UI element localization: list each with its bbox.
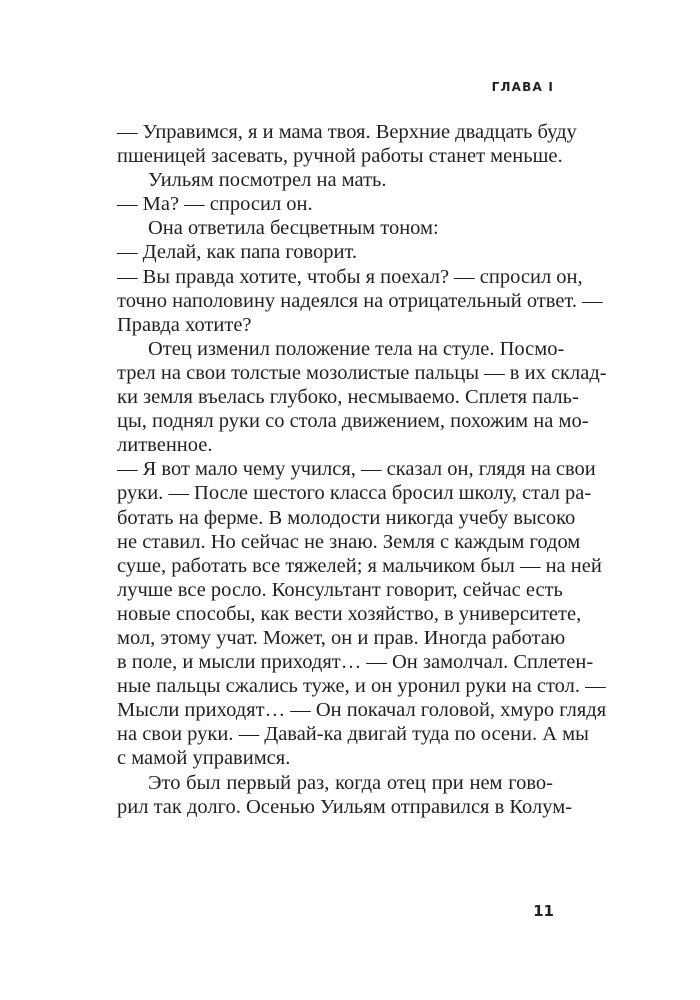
text-line: пшеницей засевать, ручной работы станет меньше. — [117, 145, 563, 168]
text-line: — Делай, как папа говорит. — [117, 241, 358, 264]
text-line: Уильям посмотрел на мать. — [148, 169, 387, 192]
text-line: лучше все росло. Консультант говорит, сейчас есть — [117, 578, 563, 601]
text-line: трел на свои толстые мозолистые пальцы — в их склад- — [117, 361, 607, 384]
text-line: ки земля въелась глубоко, несмываемо. Сплетя паль- — [117, 386, 579, 409]
text-line: мол, этому учат. Может, он и прав. Иногда работаю — [117, 626, 566, 649]
text-line: не ставил. Но сейчас не знаю. Земля с каждым годом — [117, 530, 581, 553]
text-line: литвенное. — [117, 434, 213, 457]
text-line: ботать на ферме. В молодости никогда учебу высоко — [117, 506, 576, 529]
text-line: точно наполовину надеялся на отрицательный ответ. — — [117, 289, 603, 312]
text-line: — Вы правда хотите, чтобы я поехал? — спросил он, — [117, 265, 583, 288]
text-line: Отец изменил положение тела на стуле. Посмо- — [148, 337, 565, 360]
text-line: в поле, и мысли приходят… — Он замолчал. Сплетен- — [117, 651, 594, 674]
page-number: 11 — [533, 902, 554, 920]
body-text — [117, 120, 607, 819]
text-line: руки. — После шестого класса бросил школу, стал ра- — [117, 482, 592, 505]
text-line: новые способы, как вести хозяйство, в университете, — [117, 602, 582, 625]
text-line: ные пальцы сжались туже, и он уронил руки на стол. — — [117, 675, 606, 698]
text-line: Правда хотите? — [117, 313, 252, 336]
text-line: цы, поднял руки со стола движением, похожим на мо- — [117, 410, 589, 433]
text-line: рил так долго. Осенью Уильям отправился в Колум- — [117, 795, 573, 818]
text-line: Это был первый раз, когда отец при нем гово- — [148, 771, 553, 794]
text-line: суше, работать все тяжелей; я мальчиком был — на ней — [117, 554, 602, 577]
running-head: ГЛАВА I — [491, 80, 554, 94]
text-line: — Я вот мало чему учился, — сказал он, глядя на свои — [117, 458, 596, 481]
text-line: — Ма? — спросил он. — [117, 193, 313, 216]
text-line: на свои руки. — Давай-ка двигай туда по осени. А мы — [117, 723, 589, 746]
text-line: с мамой управимся. — [117, 747, 291, 770]
text-line: — Управимся, я и мама твоя. Верхние двадцать буду — [117, 121, 577, 143]
text-line: Мысли приходят… — Он покачал головой, хмуро глядя — [117, 699, 607, 722]
text-line: Она ответила бесцветным тоном: — [148, 217, 439, 240]
